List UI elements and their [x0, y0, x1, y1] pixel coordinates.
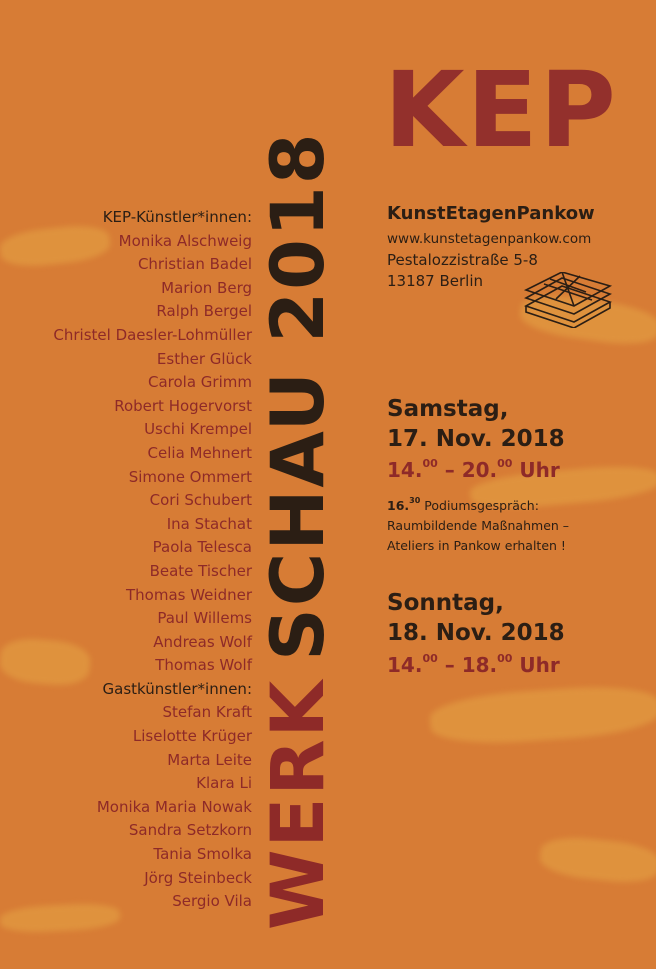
artist-name: Robert Hogervorst [114, 396, 252, 415]
artist-name: Uschi Krempel [144, 420, 252, 439]
website-link[interactable]: www.kunstetagenpankow.com [387, 231, 592, 247]
address-city: 13187 Berlin [387, 272, 484, 290]
artist-name: Andreas Wolf [153, 632, 252, 651]
saturday-label: Samstag, [387, 396, 509, 422]
title-part-schau: SCHAU 2018 [256, 131, 341, 661]
texture-streak [538, 834, 656, 886]
artist-name: Esther Glück [156, 349, 252, 368]
guest-name: Liselotte Krüger [132, 727, 252, 746]
stacked-floors-icon [522, 272, 614, 328]
organization-name: KunstEtagenPankow [387, 203, 595, 224]
artist-name: Celia Mehnert [147, 443, 252, 462]
guest-name: Stefan Kraft [162, 703, 252, 722]
artist-name: Cori Schubert [149, 491, 252, 510]
artist-name: Christian Badel [137, 255, 252, 274]
sunday-hours: 14.00 – 18.00 Uhr [387, 652, 560, 677]
sunday-date: 18. Nov. 2018 [387, 620, 565, 646]
artist-name: Simone Ommert [128, 467, 252, 486]
guest-name: Tania Smolka [153, 845, 252, 864]
artist-name: Ina Stachat [166, 514, 252, 533]
artist-name: Beate Tischer [149, 561, 252, 580]
saturday-hours: 14.00 – 20.00 Uhr [387, 457, 560, 482]
guest-name: Monika Maria Nowak [96, 797, 252, 816]
sunday-label: Sonntag, [387, 590, 504, 616]
artist-name: Thomas Weidner [125, 585, 252, 604]
texture-streak [429, 682, 656, 748]
artist-name: Marion Berg [161, 278, 252, 297]
panel-discussion: 16.30 Podiumsgespräch: Raumbildende Maßnahmen – Ateliers in Pankow erhalten ! [387, 496, 569, 556]
werkschau-title [258, 131, 340, 930]
guest-name: Klara Li [196, 774, 252, 793]
artists-heading: KEP-Künstler*innen: [102, 208, 252, 226]
artist-name: Christel Daesler-Lohmüller [53, 325, 252, 344]
talk-line: Raumbildende Maßnahmen – [387, 518, 570, 533]
artist-name: Thomas Wolf [155, 656, 252, 675]
title-part-werk: WERK [256, 678, 341, 930]
guest-name: Sergio Vila [172, 892, 252, 911]
saturday-date: 17. Nov. 2018 [387, 426, 565, 452]
artist-list [53, 206, 252, 914]
kep-logo: KEP [384, 49, 618, 171]
talk-line: Ateliers in Pankow erhalten ! [387, 538, 566, 553]
guest-name: Jörg Steinbeck [144, 868, 252, 887]
artist-name: Paul Willems [157, 609, 252, 628]
artist-name: Carola Grimm [148, 373, 252, 392]
guest-name: Sandra Setzkorn [128, 821, 252, 840]
artist-name: Ralph Bergel [156, 302, 252, 321]
artist-name: Monika Alschweig [118, 231, 252, 250]
artist-name: Paola Telesca [152, 538, 252, 557]
guest-name: Marta Leite [167, 750, 252, 769]
guests-heading: Gastkünstler*innen: [102, 679, 252, 698]
address-street: Pestalozzistraße 5-8 [387, 251, 538, 269]
